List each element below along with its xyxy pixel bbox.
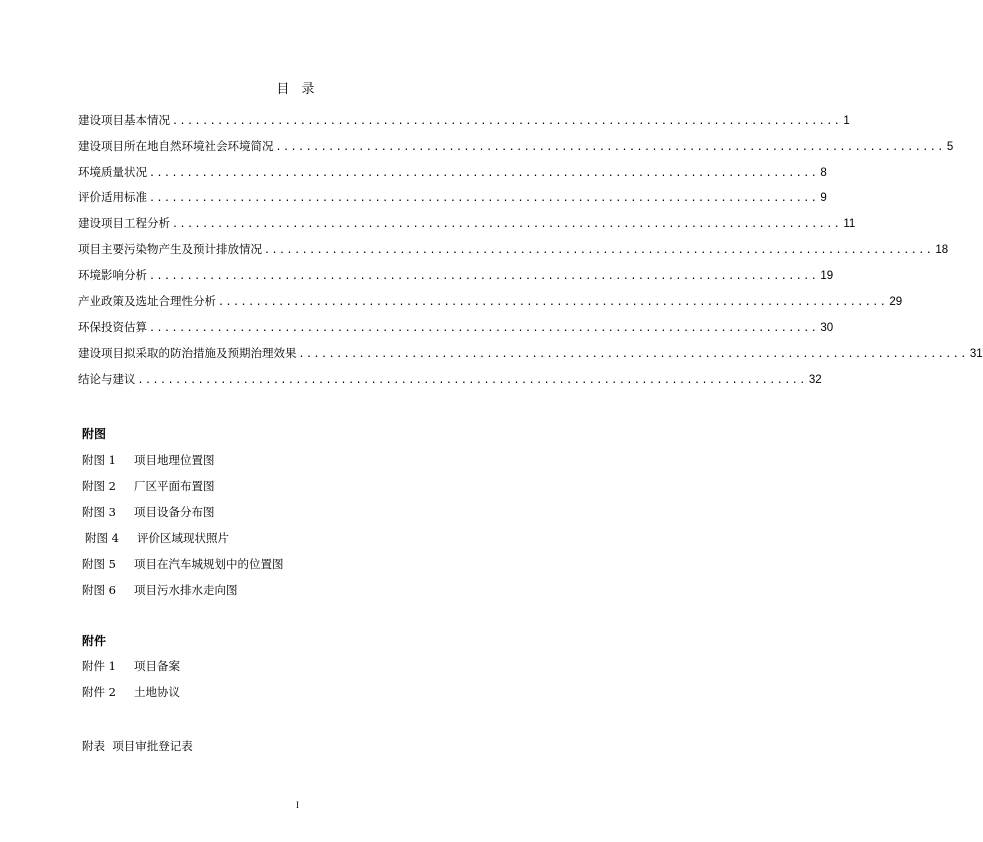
toc-entry[interactable] xyxy=(78,241,949,257)
schedule-number: 附表 xyxy=(82,739,105,753)
attachments-heading: 附件 xyxy=(82,634,107,648)
toc-leader-dots: ......................................................................................... xyxy=(172,116,842,127)
figure-item xyxy=(82,582,238,598)
figure-item xyxy=(82,478,215,494)
toc-entry-title: 环境质量状况 xyxy=(78,165,147,179)
toc-entry[interactable] xyxy=(78,267,834,283)
figure-item xyxy=(85,530,229,546)
toc-page-number: 32 xyxy=(808,374,822,386)
toc-entry-title: 结论与建议 xyxy=(78,372,136,386)
toc-page-number: 5 xyxy=(946,141,954,153)
toc-page-number: 19 xyxy=(820,270,834,282)
schedule-item xyxy=(82,738,193,754)
toc-entry-title: 评价适用标准 xyxy=(78,190,147,204)
toc-leader-dots: ......................................................................................... xyxy=(137,375,807,386)
toc-leader-dots: ......................................................................................... xyxy=(298,349,968,360)
figure-item xyxy=(82,556,284,572)
toc-page-number: 31 xyxy=(969,348,983,360)
toc-entry-title: 建设项目基本情况 xyxy=(78,113,170,127)
attachment-item xyxy=(82,684,180,700)
attachment-number: 附件 1 xyxy=(82,659,116,673)
toc-entry[interactable] xyxy=(78,215,856,231)
toc-leader-dots: ......................................................................................... xyxy=(264,245,934,256)
figure-number: 附图 3 xyxy=(82,505,116,519)
attachment-title: 土地协议 xyxy=(134,685,180,699)
figure-number: 附图 1 xyxy=(82,453,116,467)
page-title: 目 录 xyxy=(276,82,319,97)
toc-leader-dots: ......................................................................................... xyxy=(172,219,842,230)
toc-entry-title: 产业政策及选址合理性分析 xyxy=(78,294,216,308)
attachment-item xyxy=(82,658,180,674)
toc-entry[interactable] xyxy=(78,345,983,361)
figure-title: 厂区平面布置图 xyxy=(134,479,215,493)
toc-entry[interactable] xyxy=(78,319,834,335)
toc-page-number: 30 xyxy=(820,322,834,334)
toc-entry-title: 建设项目拟采取的防治措施及预期治理效果 xyxy=(78,346,297,360)
figures-heading: 附图 xyxy=(82,427,107,441)
toc-page-number: 18 xyxy=(935,244,949,256)
toc-entry[interactable] xyxy=(78,371,822,387)
toc-entry[interactable] xyxy=(78,138,954,154)
figure-title: 项目污水排水走向图 xyxy=(134,583,238,597)
toc-page-number: 11 xyxy=(843,218,856,230)
toc-leader-dots: ......................................................................................... xyxy=(275,142,945,153)
toc-entry-title: 建设项目所在地自然环境社会环境简况 xyxy=(78,139,274,153)
toc-leader-dots: ......................................................................................... xyxy=(149,271,819,282)
toc-leader-dots: ......................................................................................... xyxy=(149,168,819,179)
figure-item xyxy=(82,504,215,520)
page-number: I xyxy=(296,800,299,810)
figure-title: 项目在汽车城规划中的位置图 xyxy=(134,557,284,571)
toc-entry[interactable] xyxy=(78,293,903,309)
figure-title: 项目设备分布图 xyxy=(134,505,215,519)
toc-entry[interactable] xyxy=(78,112,850,128)
toc-entry-title: 环境影响分析 xyxy=(78,268,147,282)
toc-page-number: 8 xyxy=(820,167,827,179)
toc-page-number: 1 xyxy=(843,115,850,127)
toc-entry-title: 建设项目工程分析 xyxy=(78,216,170,230)
toc-entry-title: 环保投资估算 xyxy=(78,320,147,334)
figure-number: 附图 5 xyxy=(82,557,116,571)
toc-leader-dots: ......................................................................................... xyxy=(149,193,819,204)
figure-number: 附图 2 xyxy=(82,479,116,493)
toc-entry[interactable] xyxy=(78,164,827,180)
toc-leader-dots: ......................................................................................... xyxy=(149,323,819,334)
toc-entry[interactable] xyxy=(78,189,827,205)
toc-leader-dots: ......................................................................................... xyxy=(218,297,888,308)
attachment-number: 附件 2 xyxy=(82,685,116,699)
schedule-title: 项目审批登记表 xyxy=(112,739,193,753)
figure-title: 评价区域现状照片 xyxy=(137,531,229,545)
attachment-title: 项目备案 xyxy=(134,659,180,673)
figure-number: 附图 6 xyxy=(82,583,116,597)
toc-page-number: 9 xyxy=(820,192,827,204)
toc-page-number: 29 xyxy=(889,296,903,308)
figure-title: 项目地理位置图 xyxy=(134,453,215,467)
figure-number: 附图 4 xyxy=(85,531,119,545)
toc-entry-title: 项目主要污染物产生及预计排放情况 xyxy=(78,242,262,256)
figure-item xyxy=(82,452,215,468)
